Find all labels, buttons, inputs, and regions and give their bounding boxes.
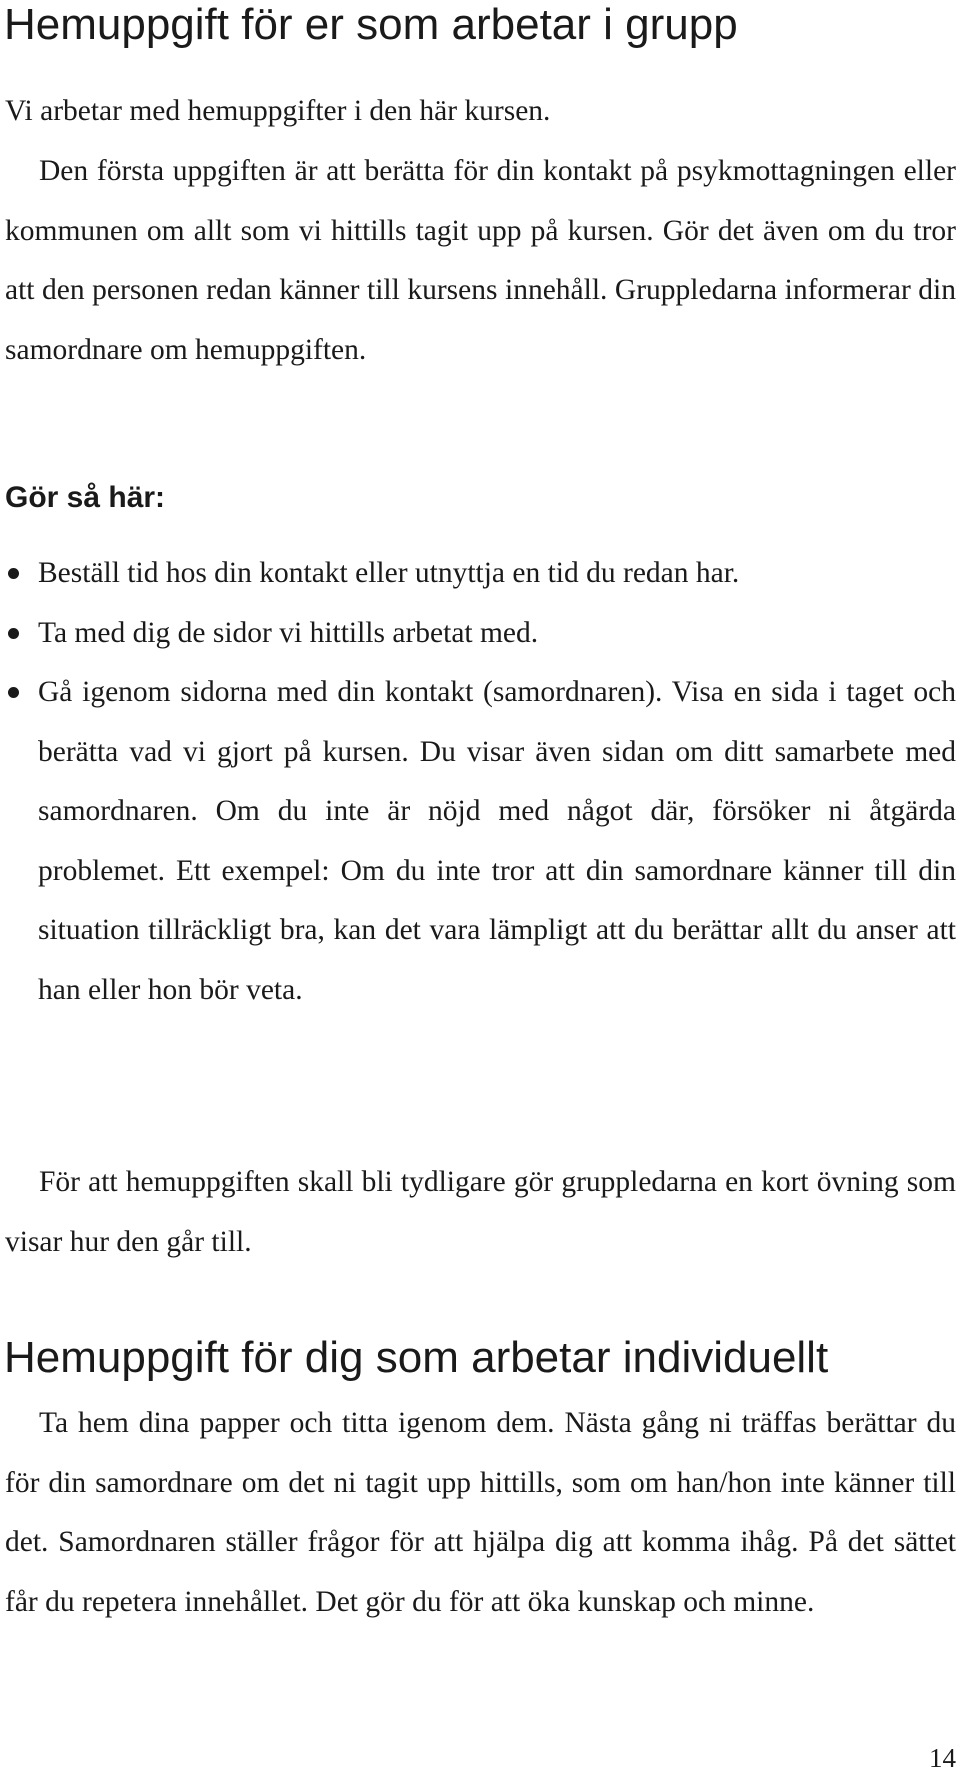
- instruction-list: [0, 544, 956, 1020]
- heading-individual-homework: Hemuppgift för dig som arbetar individuellt: [4, 1333, 829, 1382]
- list-item: [0, 544, 956, 604]
- list-item-text: Ta med dig de sidor vi hittills arbetat med.: [38, 616, 539, 649]
- bullet-icon: [8, 687, 19, 698]
- list-item-text: Beställ tid hos din kontakt eller utnyttja en tid du redan har.: [38, 557, 740, 589]
- subheading-instructions: Gör så här:: [5, 481, 166, 514]
- list-item: [0, 663, 956, 1020]
- page-number: 14: [929, 1743, 956, 1773]
- intro-line: Vi arbetar med hemuppgifter i den här kursen.: [5, 95, 551, 127]
- heading-group-homework: Hemuppgift för er som arbetar i grupp: [4, 0, 738, 49]
- list-item: [0, 604, 956, 664]
- individual-paragraph: Ta hem dina papper och titta igenom dem. Nästa gång ni träffas berättar du för din samordnare om det ni tagit upp hittills, som om han/hon inte känner till det. Samordnaren ställer frågor för att hjälpa dig att komma ihåg. På det sättet får du repetera innehållet. Det gör du för att öka kunskap och minne.: [5, 1407, 956, 1618]
- intro-paragraph: Den första uppgiften är att berätta för din kontakt på psykmottagningen eller kommunen om allt som vi hittills tagit upp på kursen. Gör det även om du tror att den personen redan känner till kursens innehåll. Gruppledarna informerar din samordnare om hemuppgiften.: [5, 155, 956, 366]
- list-item-text: Gå igenom sidorna med din kontakt (samordnaren). Visa en sida i taget och berätta vad vi gjort på kursen. Du visar även sidan om ditt samarbete med samordnaren. Om du inte är nöjd med något där, försöker ni åtgärda problemet. Ett exempel: Om du inte tror att din samordnare känner till din situation tillräckligt bra, kan det vara lämpligt att du berättar allt du anser att han eller hon bör veta.: [38, 676, 956, 1006]
- bullet-icon: [8, 568, 19, 579]
- bullet-icon: [8, 628, 19, 639]
- group-closing-paragraph: För att hemuppgiften skall bli tydligare gör gruppledarna en kort övning som visar hur den går till.: [5, 1166, 956, 1258]
